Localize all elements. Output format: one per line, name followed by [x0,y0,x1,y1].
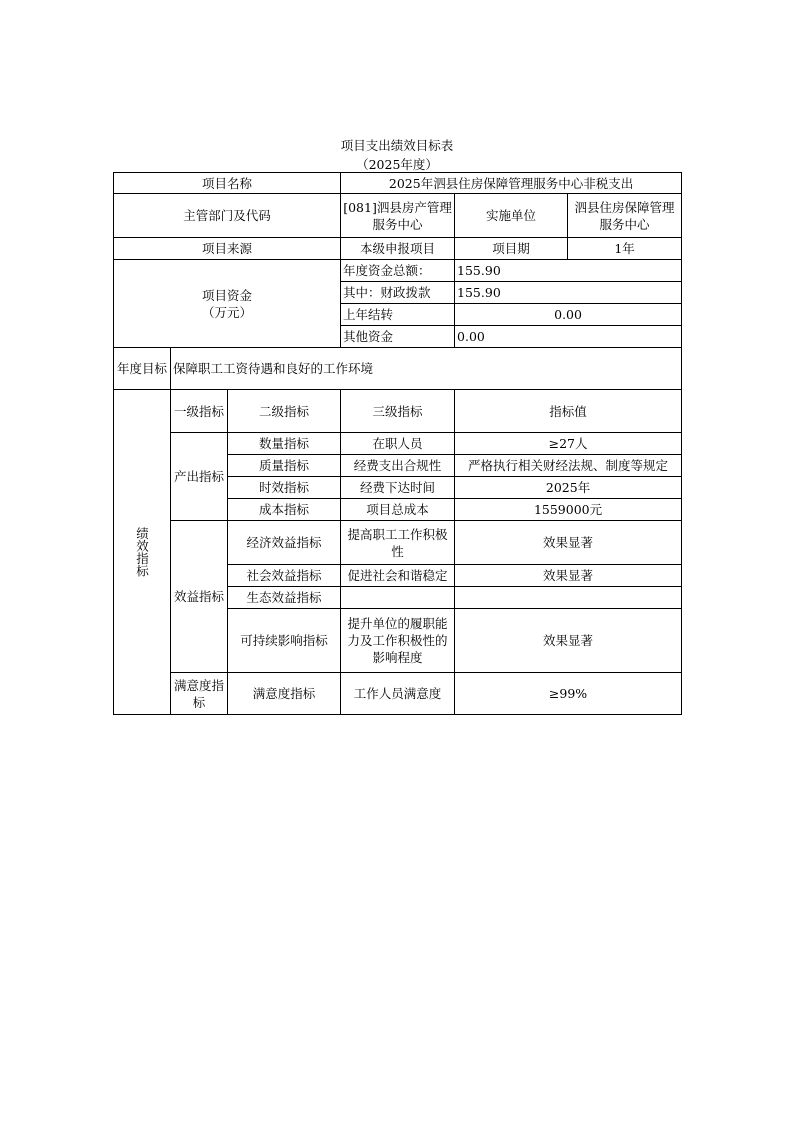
source-value: 本级申报项目 [341,238,455,260]
row-indicator-header [114,390,682,433]
dept-label: 主管部门及代码 [114,194,341,238]
level2-cell: 可持续影响指标 [228,609,341,673]
level3-cell: 经费下达时间 [341,477,455,499]
indicator-value-cell: 1559000元 [455,499,682,521]
indicator-value-cell [455,587,682,609]
table-row [114,521,682,565]
header-value: 指标值 [455,390,682,433]
dept-value: [081]泗县房产管理服务中心 [341,194,455,238]
row-project-name [114,173,682,194]
benefit-indicator-label: 效益指标 [171,521,228,673]
table-row [114,433,682,455]
level3-cell: 经费支出合规性 [341,455,455,477]
level3-cell [341,587,455,609]
header-level1: 一级指标 [171,390,228,433]
project-name-label: 项目名称 [114,173,341,194]
satisfaction-indicator-label: 满意度指标 [171,673,228,715]
source-label: 项目来源 [114,238,341,260]
period-label: 项目期 [455,238,568,260]
header-level3: 三级指标 [341,390,455,433]
level2-cell: 质量指标 [228,455,341,477]
indicators-section-label: 绩效指标 [114,390,171,715]
indicator-value-cell: ≥99% [455,673,682,715]
row-department [114,194,682,238]
funds-unit: （万元） [202,304,253,320]
level2-cell: 时效指标 [228,477,341,499]
row-source [114,238,682,260]
project-name-value: 2025年泗县住房保障管理服务中心非税支出 [341,173,682,194]
level3-cell: 在职人员 [341,433,455,455]
indicator-value-cell: 效果显著 [455,521,682,565]
level2-cell: 社会效益指标 [228,565,341,587]
header-level2: 二级指标 [228,390,341,433]
goal-label: 年度目标 [114,348,171,390]
funds-carryover-value: 0.00 [455,304,682,326]
row-annual-goal [114,348,682,390]
level3-cell: 促进社会和谐稳定 [341,565,455,587]
level3-cell: 提升单位的履职能力及工作积极性的影响程度 [341,609,455,673]
level2-cell: 经济效益指标 [228,521,341,565]
indicator-value-cell: 严格执行相关财经法规、制度等规定 [455,455,682,477]
level2-cell: 数量指标 [228,433,341,455]
table-row [114,673,682,715]
level3-cell: 工作人员满意度 [341,673,455,715]
level2-cell: 生态效益指标 [228,587,341,609]
row-funds-total [114,260,682,282]
impl-label: 实施单位 [455,194,568,238]
funds-total-value: 155.90 [455,260,682,282]
funds-label: 项目资金 [202,287,253,303]
level3-cell: 项目总成本 [341,499,455,521]
output-indicator-label: 产出指标 [171,433,228,521]
page-title: 项目支出绩效目标表 [340,138,454,153]
impl-value: 泗县住房保障管理服务中心 [568,194,682,238]
indicator-value-cell: 效果显著 [455,609,682,673]
funds-total-label: 年度资金总额： [341,260,455,282]
page-subtitle: （2025年度） [356,157,438,172]
level2-cell: 满意度指标 [228,673,341,715]
funds-carryover-label: 上年结转 [341,304,455,326]
funds-fiscal-value: 155.90 [455,282,682,304]
indicator-value-cell: 2025年 [455,477,682,499]
level2-cell: 成本指标 [228,499,341,521]
funds-label-cell [114,260,341,348]
period-value: 1年 [568,238,682,260]
performance-table [113,172,682,715]
funds-other-label: 其他资金 [341,326,455,348]
funds-other-value: 0.00 [455,326,682,348]
funds-fiscal-label: 其中：财政拨款 [341,282,455,304]
level3-cell: 提高职工工作积极性 [341,521,455,565]
indicator-value-cell: ≥27人 [455,433,682,455]
indicator-value-cell: 效果显著 [455,565,682,587]
goal-value: 保障职工工资待遇和良好的工作环境 [171,348,682,390]
